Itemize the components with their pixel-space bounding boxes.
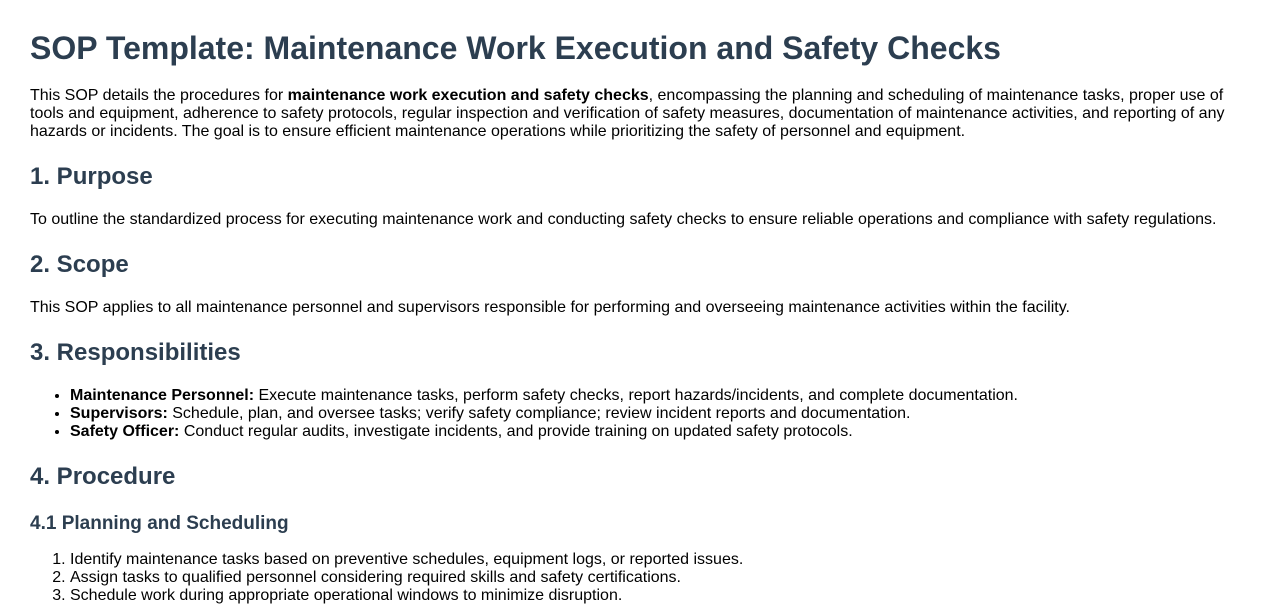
list-item: 1. Identify maintenance tasks based on preventive schedules, equipment logs, or reported issues.	[70, 551, 1233, 569]
intro-text-end: , encompassing the planning and scheduling of maintenance tasks, proper use of tools and equipment, adherence to safety protocols, regular inspection and verification of safety measures, documentation of maintenance activities, and reporting of any hazards or incidents. The goal is to ensure efficient maintenance operations while prioritizing the safety of personnel and equipment.	[30, 87, 1225, 140]
planning-steps-list	[30, 551, 1233, 605]
role-description: Schedule, plan, and oversee tasks; verify safety compliance; review incident reports and documentation.	[167, 405, 911, 422]
intro-text-start: This SOP details the procedures for	[30, 87, 288, 104]
page-title: SOP Template: Maintenance Work Execution and Safety Checks	[30, 30, 1001, 66]
list-item	[70, 405, 1233, 423]
scope-heading: 2. Scope	[30, 251, 129, 278]
purpose-text: To outline the standardized process for executing maintenance work and conducting safety checks to ensure reliable operations and compliance with safety regulations.	[30, 211, 1217, 228]
responsibilities-list	[30, 387, 1233, 441]
list-item	[70, 423, 1233, 441]
list-item: 2. Assign tasks to qualified personnel considering required skills and safety certifications.	[70, 569, 1233, 587]
responsibilities-heading: 3. Responsibilities	[30, 339, 241, 366]
purpose-heading: 1. Purpose	[30, 163, 153, 190]
role-description: Execute maintenance tasks, perform safety checks, report hazards/incidents, and complete documentation.	[254, 387, 1018, 404]
planning-subheading: 4.1 Planning and Scheduling	[30, 513, 289, 534]
role-description: Conduct regular audits, investigate incidents, and provide training on updated safety protocols.	[179, 423, 853, 440]
list-item	[70, 387, 1233, 405]
intro-text-bold: maintenance work execution and safety checks	[287, 87, 649, 104]
intro-paragraph	[30, 87, 1233, 141]
list-item: 3. Schedule work during appropriate operational windows to minimize disruption.	[70, 587, 1233, 605]
scope-text: This SOP applies to all maintenance personnel and supervisors responsible for performing and overseeing maintenance activities within the facility.	[30, 299, 1070, 316]
procedure-heading: 4. Procedure	[30, 463, 176, 490]
role-label: Supervisors:	[70, 405, 168, 422]
role-label: Safety Officer:	[70, 423, 180, 440]
role-label: Maintenance Personnel:	[70, 387, 255, 404]
